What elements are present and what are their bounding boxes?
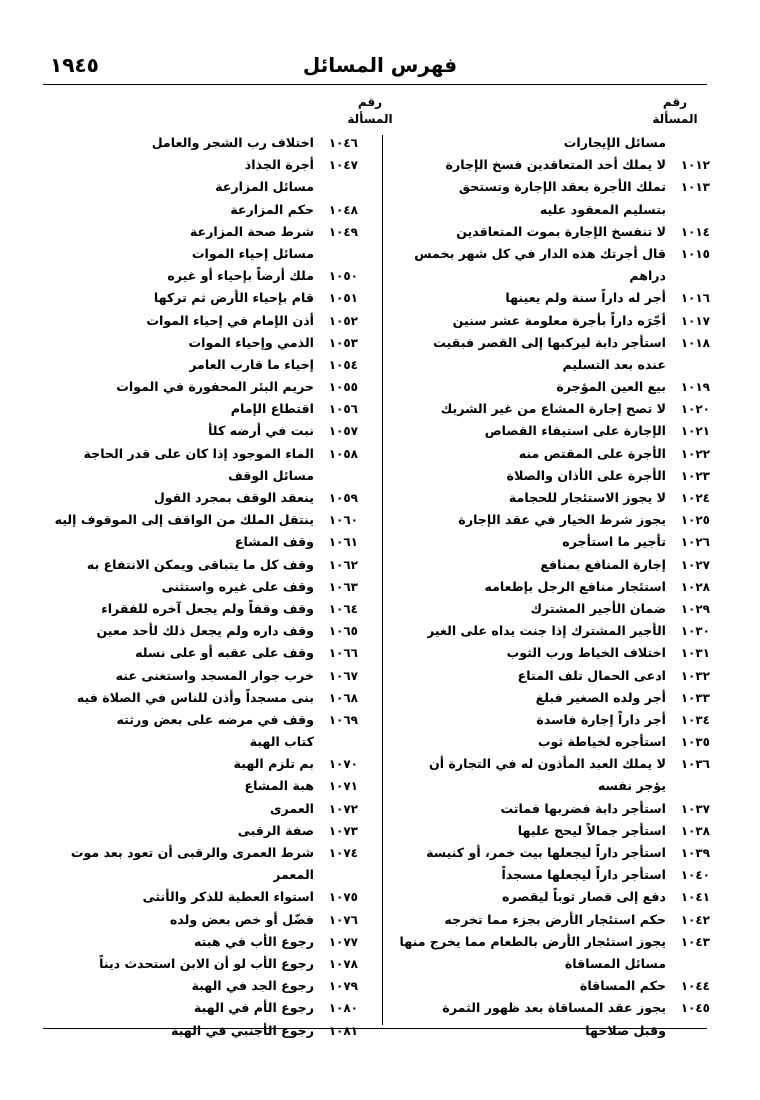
entry-text: استأجر جمالاً ليحج عليها (517, 822, 666, 838)
entry-text: الذمي وإحياء الموات (188, 334, 314, 350)
index-entry (388, 554, 710, 576)
index-entry (388, 775, 710, 797)
entry-number: ١٠٤٨ (328, 202, 358, 217)
entry-text: لا تصح إجارة المشاع من غير الشريك (440, 401, 666, 417)
entry-number: ١٠٢٠ (680, 402, 710, 417)
entry-text: يجوز شرط الخيار في عقد الإجارة (458, 512, 666, 528)
entry-number: ١٠٢٣ (680, 468, 710, 483)
entry-number: ١٠٦٧ (328, 668, 358, 683)
entry-number: ١٠٦١ (328, 535, 358, 550)
index-entry (36, 531, 358, 553)
section-heading (36, 465, 358, 487)
entry-number: ١٠٤٠ (680, 868, 710, 883)
index-entry (388, 931, 710, 953)
entry-text: وقف على غيره واستثنى (161, 578, 314, 594)
entry-text: رجوع الأم في الهبة (193, 1000, 314, 1016)
entry-number: ١٠٣١ (680, 646, 710, 661)
entry-text: اختلاف رب الشجر والعامل (151, 135, 314, 150)
index-entry (388, 420, 710, 442)
index-entry (36, 199, 358, 221)
index-entry (36, 753, 358, 775)
entry-number: ١٠٦٣ (328, 579, 358, 594)
entry-number: ١٠٦٢ (328, 557, 358, 572)
index-entry (36, 953, 358, 975)
entry-number: ١٠٥٥ (328, 380, 358, 395)
index-entry (36, 909, 358, 931)
index-entry (388, 842, 710, 864)
index-entry (388, 820, 710, 842)
entry-number: ١٠٣٤ (680, 712, 710, 727)
index-entry (388, 154, 710, 176)
index-entry (388, 310, 710, 332)
entry-number: ١٠١٨ (680, 335, 710, 350)
entry-text: أجر داراً إجارة فاسدة (536, 711, 666, 727)
entry-number: ١٠٥٩ (328, 491, 358, 505)
entry-number: ١٠٤٣ (680, 934, 710, 949)
column-heading-line2: المسألة (347, 112, 393, 126)
entry-text: يجوز استئجار الأرض بالطعام مما يخرج منها (399, 933, 666, 949)
entry-number: ١٠٦٤ (328, 601, 358, 616)
entry-number: ١٠٥٨ (328, 446, 358, 461)
index-entry (36, 287, 358, 309)
entry-number: ١٠٣٠ (680, 624, 710, 639)
entry-number: ١٠٥٤ (328, 357, 358, 372)
entry-number: ١٠٣٩ (680, 846, 710, 860)
index-entry (388, 243, 710, 265)
entry-number: ١٠٤٧ (328, 158, 358, 173)
entry-number: ١٠١٧ (680, 313, 710, 328)
entry-text: يؤجر نفسه (597, 778, 666, 794)
entry-text: صفة الرقبى (237, 822, 314, 838)
entry-number: ١٠٦٨ (328, 690, 358, 705)
index-entry (36, 487, 358, 509)
entry-number: ١٠٢٦ (680, 535, 710, 550)
index-entry (36, 975, 358, 997)
entry-number: ١٠٤٦ (328, 136, 358, 150)
section-heading (36, 731, 358, 753)
page-number: ١٩٤٥ (50, 53, 99, 77)
index-entry (36, 842, 358, 864)
index-entry (36, 332, 358, 354)
section-heading-text: مسائل الإيجارات (563, 135, 666, 150)
index-entry (388, 398, 710, 420)
index-entry (36, 620, 358, 642)
entry-text: حكم المساقاة (579, 978, 666, 994)
index-entry (388, 687, 710, 709)
left-column-heading (345, 94, 395, 128)
entry-number: ١٠٧٨ (328, 956, 358, 971)
index-entry (36, 1020, 358, 1042)
entry-number: ١٠٤١ (680, 890, 710, 905)
index-entry (388, 531, 710, 553)
entry-text: اقتطاع الإمام (230, 401, 314, 417)
entry-number: ١٠٥٦ (328, 402, 358, 417)
column-heading-line1: رقم (357, 95, 383, 109)
index-entry (388, 176, 710, 198)
index-entry (36, 775, 358, 797)
entry-text: إحياء ما قارب العامر (189, 356, 314, 372)
section-heading-text: مسائل الوقف (228, 467, 314, 483)
entry-number: ١٠٢٧ (680, 557, 710, 572)
entry-text: ضمان الأجير المشترك (530, 600, 666, 616)
section-heading (36, 176, 358, 198)
entry-number: ١٠١٣ (680, 180, 710, 195)
entry-number: ١٠٥٠ (328, 269, 358, 284)
index-entry (36, 132, 358, 154)
entry-text: وقف داره ولم يجعل ذلك لأحد معين (96, 623, 314, 639)
entry-text: بم تلزم الهبة (233, 756, 314, 772)
entry-text: أجّرَه داراً بأجرة معلومة عشر سنين (452, 312, 666, 328)
index-entry (36, 709, 358, 731)
index-entry (36, 820, 358, 842)
entry-number: ١٠٧٦ (328, 912, 358, 927)
entry-number: ١٠٣٥ (680, 735, 710, 750)
entry-text: ينتقل الملك من الواقف إلى الموقوف إليه (54, 512, 314, 528)
section-heading (388, 132, 710, 154)
entry-number: ١٠٥٣ (328, 335, 358, 350)
entry-text: دفع إلى قصار ثوباً ليقصره (502, 889, 666, 905)
entry-text: دراهم (629, 268, 666, 284)
column-heading-line2: المسألة (652, 112, 698, 126)
index-entry (388, 221, 710, 243)
entry-number: ١٠٢١ (680, 424, 710, 439)
entry-text: نبت في أرضه كلأ (208, 423, 314, 439)
index-entry (388, 997, 710, 1019)
index-entry (388, 665, 710, 687)
entry-text: تأجير ما استأجره (562, 534, 666, 550)
index-entry (388, 975, 710, 997)
entry-text: إجارة المنافع بمنافع (540, 556, 666, 572)
entry-number: ١٠٧٠ (328, 757, 358, 772)
entry-text: أجر له داراً سنة ولم يعينها (505, 290, 666, 306)
entry-text: استأجره لخياطة ثوب (537, 734, 666, 750)
index-entry (388, 332, 710, 354)
entry-number: ١٠٤٤ (680, 979, 710, 994)
entry-number: ١٠١٦ (680, 291, 710, 306)
section-heading-text: كتاب الهبة (249, 734, 314, 750)
index-entry (36, 997, 358, 1019)
entry-text: شرط العمرى والرقبى أن تعود بعد موت (70, 845, 314, 860)
entry-number: ١٠٣٢ (680, 668, 710, 683)
index-entry (36, 154, 358, 176)
entry-text: رجوع الأب لو أن الابن استحدث ديناً (99, 955, 314, 971)
entry-text: عنده بعد التسليم (562, 356, 666, 372)
entry-number: ١٠٦٦ (328, 646, 358, 661)
entry-number: ١٠٢٩ (680, 601, 710, 616)
entry-text: وقف وقفاً ولم يجعل آخره للفقراء (101, 600, 314, 616)
entry-text: اختلاف الخياط ورب الثوب (506, 645, 666, 661)
index-entry (388, 265, 710, 287)
index-entry (388, 864, 710, 886)
entry-text: وقبل صلاحها (585, 1022, 666, 1038)
index-entry (388, 909, 710, 931)
index-entry (388, 642, 710, 664)
section-heading (388, 953, 710, 975)
index-entry (36, 443, 358, 465)
entry-number: ١٠٣٧ (680, 801, 710, 816)
entry-number: ١٠١٢ (680, 158, 710, 173)
entry-text: لا يملك العبد المأذون له في التجارة أن (428, 756, 666, 772)
entry-text: رجوع الأب في هبته (193, 933, 314, 949)
entry-text: بيع العين المؤجرة (556, 379, 666, 395)
entry-number: ١٠٤٩ (328, 224, 358, 239)
entry-text: حريم البئر المحفورة في الموات (116, 379, 314, 395)
index-entry (388, 731, 710, 753)
entry-text: أجر ولده الصغير فبلغ (535, 689, 666, 705)
entry-number: ١٠٧٢ (328, 801, 358, 816)
index-entry (36, 221, 358, 243)
entry-text: بنى مسجداً وأذن للناس في الصلاة فيه (76, 689, 314, 705)
entry-number: ١٠١٤ (680, 224, 710, 239)
index-entry (36, 265, 358, 287)
entry-number: ١٠٢٥ (680, 513, 710, 528)
index-entry (36, 687, 358, 709)
index-entry (36, 420, 358, 442)
index-entry (36, 598, 358, 620)
entry-number: ١٠٦٠ (328, 513, 358, 528)
entry-text: وقف على عقبه أو على نسله (135, 645, 314, 661)
index-entry (388, 487, 710, 509)
entry-number: ١٠٧٩ (328, 979, 358, 994)
index-entry (36, 798, 358, 820)
entry-text: استواء العطية للذكر والأنثى (142, 889, 314, 905)
index-entry (388, 576, 710, 598)
section-heading-text: مسائل المزارعة (215, 179, 314, 195)
entry-number: ١٠٦٩ (328, 712, 358, 727)
index-entry (36, 665, 358, 687)
section-heading-text: مسائل إحياء الموات (191, 245, 314, 261)
entry-text: الماء الموجود إذا كان على قدر الحاجة (83, 445, 314, 461)
entry-text: استأجر دابة فضربها فماتت (500, 800, 666, 816)
index-entry (36, 576, 358, 598)
index-entry (388, 376, 710, 398)
index-entry (36, 310, 358, 332)
index-entry (388, 709, 710, 731)
entry-text: لا تنفسخ الإجارة بموت المتعاقدين (456, 223, 666, 239)
entry-text: حكم المزارعة (230, 201, 314, 217)
entry-text: الأجرة على المقتص منه (518, 445, 666, 461)
entry-text: أجرة الجذاذ (244, 157, 314, 173)
index-entry (388, 354, 710, 376)
section-heading (36, 243, 358, 265)
entry-number: ١٠٧٣ (328, 823, 358, 838)
entry-text: أذن الإمام في إحياء الموات (146, 312, 314, 328)
index-entry (388, 886, 710, 908)
entry-number: ١٠٣٨ (680, 823, 710, 838)
entry-text: يجوز عقد المساقاة بعد ظهور الثمرة (442, 1000, 666, 1016)
entry-text: فضّل أو خص بعض ولده (169, 911, 314, 927)
entry-number: ١٠٨٠ (328, 1001, 358, 1016)
entry-text: قام بإحياء الأرض ثم تركها (153, 290, 314, 306)
entry-text: استأجر داراً ليجعلها مسجداً (501, 867, 666, 883)
entry-number: ١٠١٥ (680, 246, 710, 261)
index-entry (388, 443, 710, 465)
entry-number: ١٠١٩ (680, 380, 710, 395)
footer-rule (43, 1028, 707, 1029)
index-entry (36, 642, 358, 664)
entry-text: حكم استئجار الأرض بجزء مما تخرجه (444, 911, 666, 927)
entry-number: ١٠٤٥ (680, 1001, 710, 1016)
entry-number: ١٠٧٥ (328, 890, 358, 905)
index-entry (388, 199, 710, 221)
entry-text: ينعقد الوقف بمجرد القول (153, 490, 314, 505)
entry-text: الأجرة على الأذان والصلاة (506, 467, 666, 483)
entry-number: ١٠٧٤ (328, 846, 358, 860)
index-entry (36, 864, 358, 886)
entry-text: رجوع الأجنبي في الهبة (171, 1022, 314, 1038)
entry-number: ١٠٢٤ (680, 491, 710, 505)
entry-text: بتسليم المعقود عليه (539, 201, 666, 217)
index-entry (388, 465, 710, 487)
entry-text: المعمر (273, 867, 314, 883)
header-rule (43, 84, 707, 85)
entry-text: تملك الأجرة بعقد الإجارة وتستحق (458, 179, 666, 195)
entry-number: ١٠٧١ (328, 779, 358, 794)
index-entry (388, 287, 710, 309)
index-entry (36, 354, 358, 376)
index-entry (388, 798, 710, 820)
entry-number: ١٠٢٨ (680, 579, 710, 594)
entry-text: وقف في مرضه على بعض ورثته (116, 711, 314, 727)
entry-number: ١٠٨١ (328, 1023, 358, 1038)
index-entry (388, 753, 710, 775)
section-heading-text: مسائل المساقاة (564, 955, 666, 971)
entry-text: استئجار منافع الرجل بإطعامه (484, 578, 666, 594)
entry-text: قال أجرتك هذه الدار في كل شهر بخمس (414, 245, 666, 261)
entry-text: ملك أرضاً بإحياء أو غيره (167, 268, 314, 284)
entry-text: الأجير المشترك إذا جنت يداه على الغير (427, 623, 666, 639)
entry-text: العمرى (270, 800, 314, 816)
entry-text: لا يجوز الاستئجار للحجامة (508, 490, 666, 505)
entry-number: ١٠٣٣ (680, 690, 710, 705)
entry-number: ١٠٥٢ (328, 313, 358, 328)
index-entry (36, 931, 358, 953)
entry-number: ١٠٢٢ (680, 446, 710, 461)
column-heading-line1: رقم (662, 95, 688, 109)
entry-text: استأجر داراً ليجعلها بيت خمر، أو كنيسة (426, 845, 666, 860)
index-entry (36, 509, 358, 531)
entry-text: ادعى الحمال تلف المتاع (517, 667, 666, 683)
entry-number: ١٠٧٧ (328, 934, 358, 949)
entry-number: ١٠٣٦ (680, 757, 710, 772)
entry-number: ١٠٦٥ (328, 624, 358, 639)
entry-text: هبة المشاع (244, 778, 314, 794)
entry-text: وقف المشاع (234, 534, 314, 550)
page-title: فهرس المسائل (302, 53, 458, 77)
entry-number: ١٠٤٢ (680, 912, 710, 927)
entry-text: رجوع الجد في الهبة (191, 978, 314, 994)
index-entry (388, 1020, 710, 1042)
right-column-heading (650, 94, 700, 128)
column-divider (382, 135, 383, 1025)
entry-text: وقف كل ما يتباقى ويمكن الانتفاع به (86, 556, 314, 572)
index-entry (36, 376, 358, 398)
entry-text: الإجارة على استيفاء القصاص (484, 423, 666, 439)
left-index-column (36, 132, 358, 1042)
entry-text: لا يملك أحد المتعاقدين فسخ الإجارة (445, 157, 666, 173)
index-entry (388, 620, 710, 642)
index-entry (388, 509, 710, 531)
entry-number: ١٠٥٧ (328, 424, 358, 439)
entry-number: ١٠٥١ (328, 291, 358, 306)
right-index-column (388, 132, 710, 1042)
index-entry (388, 598, 710, 620)
index-entry (36, 886, 358, 908)
index-entry (36, 554, 358, 576)
entry-text: استأجر دابة ليركبها إلى القصر فبقيت (433, 334, 666, 350)
entry-text: خرب جوار المسجد واستغنى عنه (115, 667, 314, 683)
entry-text: شرط صحة المزارعة (189, 223, 314, 239)
index-entry (36, 398, 358, 420)
